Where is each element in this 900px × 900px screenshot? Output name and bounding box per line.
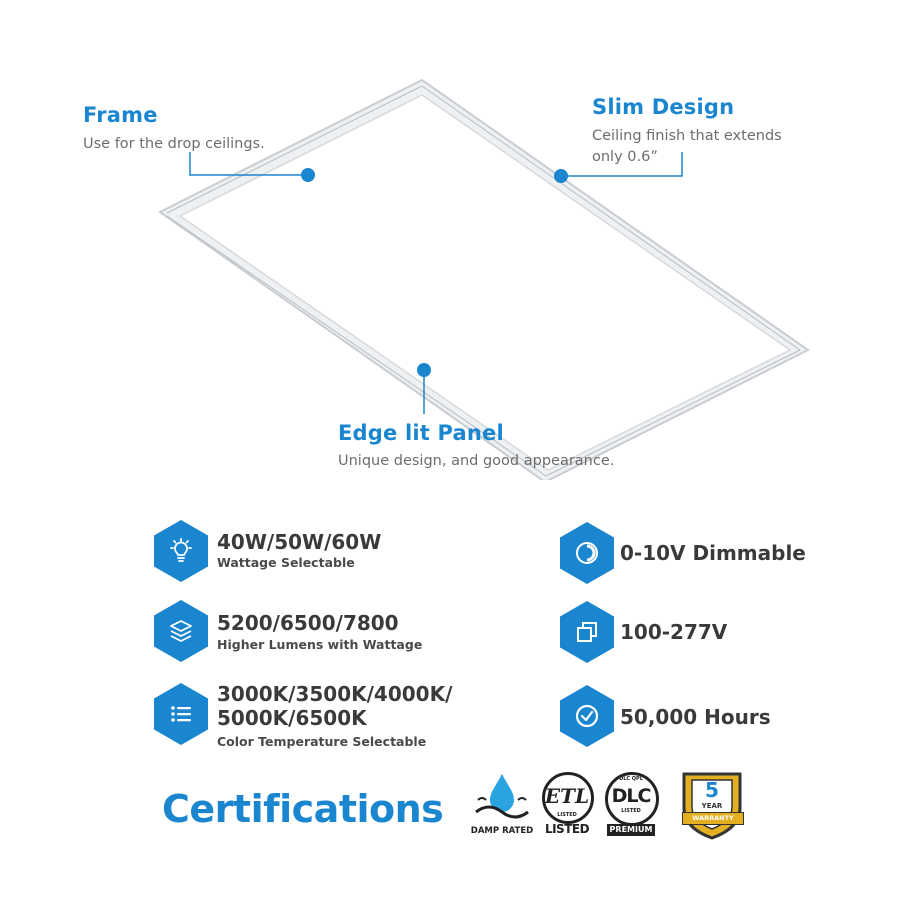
dlc-top: DLC QPL <box>619 776 643 782</box>
edge-callout-dot <box>417 363 431 377</box>
voltage-title: 100-277V <box>620 620 728 644</box>
etl-badge <box>540 770 594 840</box>
color-temp-sub: Color Temperature Selectable <box>217 734 427 749</box>
dlc-premium: PREMIUM <box>607 824 655 836</box>
color-temp-title-line2: 5000K/6500K <box>217 706 367 730</box>
certifications-title: Certifications <box>162 787 444 831</box>
hours-title: 50,000 Hours <box>620 705 771 729</box>
edge-title: Edge lit Panel <box>338 421 504 445</box>
etl-listed: LISTED <box>544 822 590 836</box>
dlc-mark: DLC <box>611 785 651 807</box>
dimmer-icon <box>560 522 614 584</box>
color-temp-title-line1: 3000K/3500K/4000K/ <box>217 682 453 706</box>
edge-desc: Unique design, and good appearance. <box>338 453 615 469</box>
damp-rated-badge <box>468 770 536 838</box>
warranty-label: WARRANTY <box>682 812 744 825</box>
frame-desc: Use for the drop ceilings. <box>83 136 265 152</box>
lumens-title: 5200/6500/7800 <box>217 611 399 635</box>
wattage-sub: Wattage Selectable <box>217 555 355 570</box>
dimmable-title: 0-10V Dimmable <box>620 541 806 565</box>
damp-rated-label: DAMP RATED <box>470 826 534 836</box>
list-icon <box>154 683 208 745</box>
frame-callout-dot <box>301 168 315 182</box>
warranty-badge <box>678 768 746 840</box>
frame-title: Frame <box>83 103 158 127</box>
warranty-year: YEAR <box>701 802 723 810</box>
etl-mark: ETL <box>544 784 590 808</box>
etl-small: LISTED <box>557 812 577 818</box>
dlc-small: LISTED <box>621 808 641 814</box>
lumens-sub: Higher Lumens with Wattage <box>217 637 423 652</box>
warranty-number: 5 <box>705 778 719 802</box>
wattage-title: 40W/50W/60W <box>217 530 382 554</box>
check-circle-icon <box>560 685 614 747</box>
voltage-icon <box>560 601 614 663</box>
slim-callout-dot <box>554 169 568 183</box>
lightbulb-icon <box>154 520 208 582</box>
slim-title: Slim Design <box>592 95 735 119</box>
dlc-badge <box>603 772 659 838</box>
slim-desc-line1: Ceiling finish that extends <box>592 128 782 144</box>
layers-icon <box>154 600 208 662</box>
slim-desc-line2: only 0.6” <box>592 149 658 165</box>
